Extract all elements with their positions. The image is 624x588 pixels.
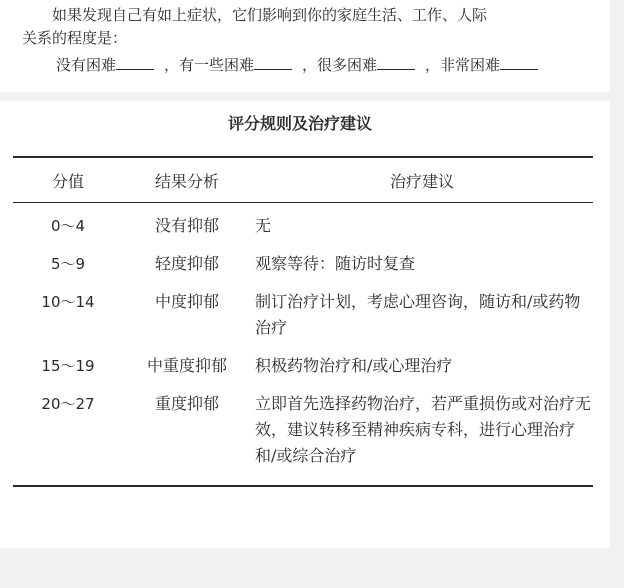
table-row — [13, 289, 593, 353]
header-result: 结果分析 — [123, 157, 251, 203]
answer-blank[interactable] — [254, 55, 292, 70]
table-row — [13, 391, 593, 486]
option-label: ，很多困难 — [302, 56, 378, 74]
advice-cell: 立即首先选择药物治疗，若严重损伤或对治疗无效，建议转移至精神疾病专科，进行心理治疗和/或综合治疗 — [251, 391, 593, 486]
advice-cell: 积极药物治疗和/或心理治疗 — [255, 356, 453, 375]
question-line-1: 如果发现自己有如上症状，它们影响到你的家庭生活、工作、人际 — [52, 6, 488, 24]
score-cell: 5～9 — [50, 255, 86, 273]
question-line-2: 关系的程度是： — [22, 29, 128, 47]
scoring-section — [0, 101, 610, 548]
table-title: 评分规则及治疗建议 — [227, 114, 372, 133]
result-cell: 没有抑郁 — [154, 216, 219, 235]
option-label: 没有困难 — [56, 56, 117, 74]
option-label: ，有一些困难 — [164, 56, 255, 74]
impact-question — [22, 4, 602, 50]
option-label: ，非常困难 — [425, 56, 501, 74]
result-cell: 轻度抑郁 — [154, 254, 219, 273]
score-cell: 20～27 — [13, 391, 123, 486]
score-cell: 15～19 — [41, 357, 95, 375]
advice-cell: 无 — [255, 216, 272, 235]
table-row — [13, 203, 593, 252]
score-cell: 10～14 — [41, 293, 95, 311]
result-cell: 中重度抑郁 — [146, 356, 227, 375]
result-cell: 重度抑郁 — [123, 391, 251, 486]
header-score: 分值 — [13, 157, 123, 203]
table-header-row — [13, 157, 593, 203]
difficulty-options — [56, 54, 540, 77]
result-cell: 中度抑郁 — [154, 292, 219, 311]
score-cell: 0～4 — [50, 217, 86, 235]
table-row — [13, 353, 593, 391]
advice-cell: 观察等待：随访时复查 — [255, 254, 416, 273]
header-advice: 治疗建议 — [251, 157, 593, 203]
scoring-table — [13, 156, 593, 487]
questionnaire-section — [0, 0, 610, 92]
table-row — [13, 251, 593, 289]
answer-blank[interactable] — [116, 55, 154, 70]
advice-cell: 制订治疗计划，考虑心理咨询，随访和/或药物治疗 — [255, 292, 581, 337]
answer-blank[interactable] — [500, 55, 538, 70]
answer-blank[interactable] — [377, 55, 415, 70]
